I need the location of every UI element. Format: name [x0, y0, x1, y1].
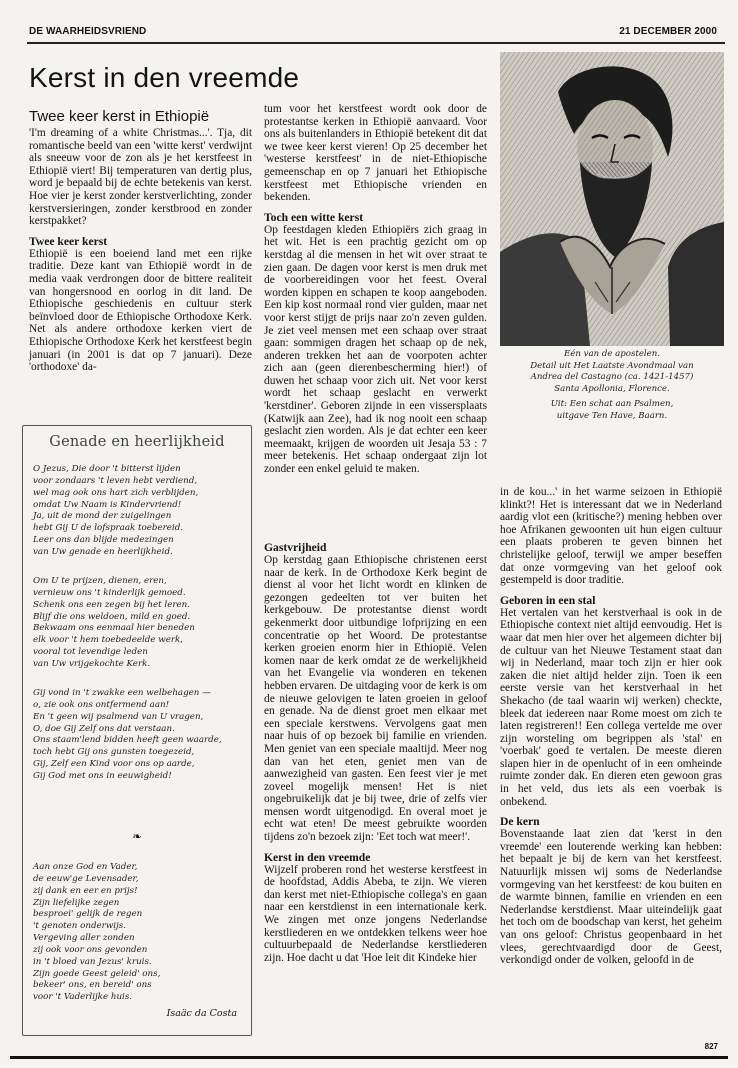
caption-line: Eén van de apostelen.: [563, 349, 661, 359]
article-subtitle: Twee keer kerst in Ethiopië: [29, 108, 210, 125]
poem-line: wel mag ook ons hart zich verblijden,: [33, 487, 199, 498]
apostle-painting-image: [500, 52, 724, 346]
poem-stanza-3: [33, 688, 222, 783]
poem-line: zij ook voor ons gevonden: [33, 944, 148, 955]
poem-line: Om U te prijzen, dienen, eren,: [33, 576, 167, 586]
intro-paragraph: 'I'm dreaming of a white Christmas...'. Tja, dit romantische beeld van een 'witte kerst' verdwijnt als sneeuw voor de zon als je het kerstfeest in Ethiopië viert! Bij temperaturen van dertig plus, word je bepaald bij de echte betekenis van kerst. Hoe vier je kerst zonder kerstverlichting, zonder kerstversieringen, zonder kerstbrood en zonder kerstpakket?: [29, 127, 252, 228]
heading-witte-kerst: Toch een witte kerst: [264, 210, 364, 224]
page-number: 827: [704, 1042, 718, 1051]
caption-line: uitgave Ten Have, Baarn.: [556, 410, 668, 421]
poem-line: in 't bloed van Jezus' kruis.: [33, 956, 152, 967]
caption-line: Uit: Een schat aan Psalmen,: [550, 399, 674, 410]
poem-line: Ons staam'lend bidden heeft geen waarde,: [33, 735, 222, 746]
poem-line: van Uw vrijgekochte Kerk.: [33, 658, 151, 669]
poem-title: Genade en heerlijkheid: [49, 434, 225, 450]
publication-name: DE WAARHEIDSVRIEND: [29, 26, 147, 37]
poem-line: Zijn goede Geest geleid' ons,: [33, 968, 161, 979]
paragraph-gastvrijheid: Op kerstdag gaan Ethiopische christenen eerst naar de kerk. In de Orthodoxe Kerk begint de dienst al voor het licht wordt en klinken de gezongen gedeelten tot ver buiten het kerkgebouw. De protestantse dienst wordt gekenmerkt door uitbundige lofprijzing en een concentratie op het Woord. De protestantse kerken groeien enorm hier in Ethiopië. Velen komen naar de kerk omdat ze de werkelijkheid van het Evangelie via wonderen en tekenen hebben ervaren. De uitdaging voor de kerk is om de nieuwe gelovigen te laten groeien in geloof en genade. Na de dienst groet men elkaar met een speciale kerstwens. Vervolgens gaat men naar huis of op bezoek bij familie en vrienden. Men geniet van een speciale maaltijd. Meer nog dan van het eten, geniet men van de aanwezigheid van gasten. Een feest vier je met zoveel mogelijk mensen! Het is niet ongebruikelijk dat je bij twee, drie of zelfs vier mensen wordt uitgenodigd. En overal moet je echt wat eten! De meest gebruikte woorden tijdens zo'n bezoek zijn: 'Eet toch wat meer!'.: [264, 554, 487, 844]
paragraph-geboren-in-een-stal: Het vertalen van het kerstverhaal is ook in de Ethiopische context niet altijd eenvoudig. Het is waar dat men hier over het algemeen dichter bij de cultuur van het Nieuwe Testament staat dan wij in Nederland, maar toch zijn er hier ook zaken die niet altijd helder zijn. Toen ik een eerste versie van het kerstverhaal in het Shekacho (de taal waarin wij werken) checkte, bleek dat iedereen naar Rome moest om zich te laten registreren!! Een collega vertelde me over zijn worsteling om begrippen als 'stal' en 'voerbak' goed te vertalen. De meeste dieren slapen hier in de openlucht of in een omheinde ruimte zonder dak. En dieren eten gewoon gras in het veld, dus iets als een voerbak is onbekend.: [500, 606, 722, 808]
poem-line: Ja, uit de mond der zuigelingen: [33, 511, 172, 522]
footer-rule: [10, 1056, 728, 1059]
poem-line: 't genoten onderwijs.: [33, 921, 126, 932]
page-header: [29, 26, 725, 40]
poem-line: voor zondaars 't leven hebt verdiend,: [33, 475, 198, 486]
heading-kerst-in-den-vreemde: Kerst in den vreemde: [264, 850, 371, 864]
poem-line: Blijf die ons weldoen, mild en goed.: [33, 611, 191, 622]
heading-geboren-in-een-stal: Geboren in een stal: [500, 593, 596, 607]
paragraph-kerst-in-den-vreemde: Wijzelf proberen rond het westerse kerstfeest in de hoofdstad, Addis Abeba, te zijn. We vieren dan kerst met niet-Ethiopische collega's en gaan naar een kerstdienst in een internationale kerk. We zingen met onze jongens Nederlandse kerstliederen en we ontdekken telkens weer hoe cultuurbepaald de Nederlandse kerstliederen zijn. Hoe dacht u dat 'Hoe leit dit Kindeke hier: [264, 863, 487, 964]
paragraph-witte-kerst: Op feestdagen kleden Ethiopiërs zich graag in het wit. Het is een prachtig gezicht om op kerstdag al die mensen in het wit over straat te zien gaan. De dagen voor kerst is men druk met de voorbereidingen voor het feest. Overal worden kippen en schapen te koop aangeboden. Een kip kost normaal rond vier gulden, maar net voor kerst stijgt de prijs naar zo'n zeven gulden. Je ziet veel mensen met een schaap over straat gaan: sommigen dragen het schaap op de nek, anderen trekken het aan de voorpoten achter zich aan (geen dierenbescherming hier!) of duwen het schaap voor zich uit. Net voor kerst wordt het schaap geslacht en verwerkt 'kerstdiner'. Geboren zijnde in een vissersplaats (Katwijk aan Zee), had ik nog nooit een schaap geslacht zien worden. Als je dat echter een keer meemaakt, krijgen de woorden uit Jesaja 53 : 7 meer betekenis. Het schaap ondergaat zijn lot zonder een enkel geluid te maken.: [264, 223, 487, 476]
poem-line: elk voor 't hem toebedeelde werk,: [33, 635, 184, 646]
poem-line: besproei' gelijk de regen: [33, 909, 143, 920]
caption-line: Detail uit Het Laatste Avondmaal van: [530, 360, 694, 371]
paragraph-continuation-col3: in de kou...' in het warme seizoen in Ethiopië klinkt?! Het is interessant dat we in Nederland aardig vlot een (kritische?) mening hebben over hoe Afrikanen gewoonten uit hun eigen cultuur een plaats proberen te geven binnen het christelijke geloof, terwijl we amper beseffen dat onze vormgeving van het geloof ook gestempeld is door traditie.: [500, 486, 722, 587]
poem-line: Gij vond in 't zwakke een welbehagen —: [33, 688, 211, 698]
column-1: [29, 127, 252, 374]
poem-stanza-2: [33, 576, 195, 671]
poem-line: Schenk ons een zegen bij het leren.: [33, 599, 190, 610]
caption-line: Andrea del Castagno (ca. 1421-1457): [530, 372, 694, 383]
issue-date: 21 DECEMBER 2000: [619, 26, 717, 37]
poem-stanza-1: [33, 464, 198, 559]
poem-line: hebt Gij U de lofspraak toebereid.: [33, 523, 184, 534]
article-title: Kerst in den vreemde: [29, 62, 300, 93]
poem-line: O, doe Gij Zelf ons dat verstaan.: [33, 723, 175, 734]
poem-line: vooral tot levendige leden: [33, 647, 148, 658]
poem-stanza-4: [33, 862, 160, 1004]
image-caption: [500, 349, 724, 423]
poem-line: O Jezus, Die door 't bitterst lijden: [33, 464, 181, 474]
poem-line: Leer ons dan blijde medezingen: [33, 535, 174, 546]
poem-line: toch hebt Gij ons gunsten toegezeid,: [33, 747, 195, 758]
paragraph-de-kern: Bovenstaande laat zien dat 'kerst in den vreemde' een louterende werking kan hebben: het bepaalt je bij de kern van het kerstfeest. Natuurlijk missen wij soms de Nederlandse vormgeving van het kerstfeest: de kou buiten en de warmte binnen, familie en vrienden en een Nederlandse kerstdienst. Maar uiteindelijk gaat het toch om de boodschap van kerst, het geheim van ons geloof: Christus geopenbaard in het vlees, gerechtvaardigd door de Geest, verkondigd onder de volken, geloofd in de: [500, 828, 722, 967]
heading-gastvrijheid: Gastvrijheid: [264, 541, 327, 554]
poem-line: zij dank en eer en prijs!: [33, 885, 138, 896]
poem-line: Gij, Zelf een Kind voor ons op aarde,: [33, 759, 195, 770]
column-2-bottom: [264, 541, 487, 964]
paragraph-continuation: tum voor het kerstfeest wordt ook door de protestantse kerken in Ethiopië aanvaard. Voor ons als buitenlanders in Ethiopië betekent dit dat we twee keer kerst vieren! Op 25 december het 'westerse kerstfeest' in de niet-Ethiopische gemeenschap en op 7 januari het Ethiopische kerstfeest met Ethiopische vrienden en bekenden.: [264, 103, 487, 204]
poem-line: Gij God met ons in eeuwigheid!: [33, 770, 172, 781]
poem-line: Aan onze God en Vader,: [33, 862, 138, 872]
heading-de-kern: De kern: [500, 815, 540, 829]
column-3: [500, 486, 722, 967]
poem-line: Zijn liefelijke zegen: [33, 897, 120, 908]
poem-line: vernieuw ons 't kinderlijk gemoed.: [33, 587, 186, 598]
poem-line: bekeer' ons, en bereid' ons: [33, 980, 152, 991]
poem-box: [22, 425, 252, 1036]
header-rule: [27, 42, 725, 44]
poem-line: van Uw genade en heerlijkheid.: [33, 546, 173, 557]
poem-ornament: ❧: [132, 831, 142, 843]
poem-line: o, zie ook ons ontfermend aan!: [33, 699, 170, 710]
poem-line: omdat Uw Naam is Kindervriend!: [33, 499, 182, 510]
poem-line: voor 't Vaderlijke huis.: [33, 992, 133, 1003]
poem-line: de eeuw'ge Levensader,: [33, 873, 139, 884]
paragraph-twee-keer-kerst: Ethiopië is een boeiend land met een rijke traditie. Deze kant van Ethiopië wordt in de media vaak verdrongen door de bittere realiteit van hongersnood en oorlog in dit land. De Ethiopische geschiedenis en cultuur sterk beïnvloed door de Ethiopische Orthodoxe Kerk. Net als andere orthodoxe kerken viert de Ethiopische Orthodoxe Kerk het kerstfeest begin januari (in 2001 is dat op 7 januari). Deze 'orthodoxe' da-: [29, 247, 252, 374]
poem-line: Vergeving aller zonden: [33, 933, 135, 944]
caption-line: Santa Apollonia, Florence.: [554, 383, 670, 394]
poem-author: Isaäc da Costa: [166, 1008, 237, 1019]
column-2-top: [264, 103, 487, 476]
poem-line: Bekwaam ons eenmaal hier beneden: [33, 623, 195, 634]
heading-twee-keer-kerst: Twee keer kerst: [29, 234, 108, 248]
poem-line: En 't geen wij psalmend van U vragen,: [33, 711, 204, 722]
